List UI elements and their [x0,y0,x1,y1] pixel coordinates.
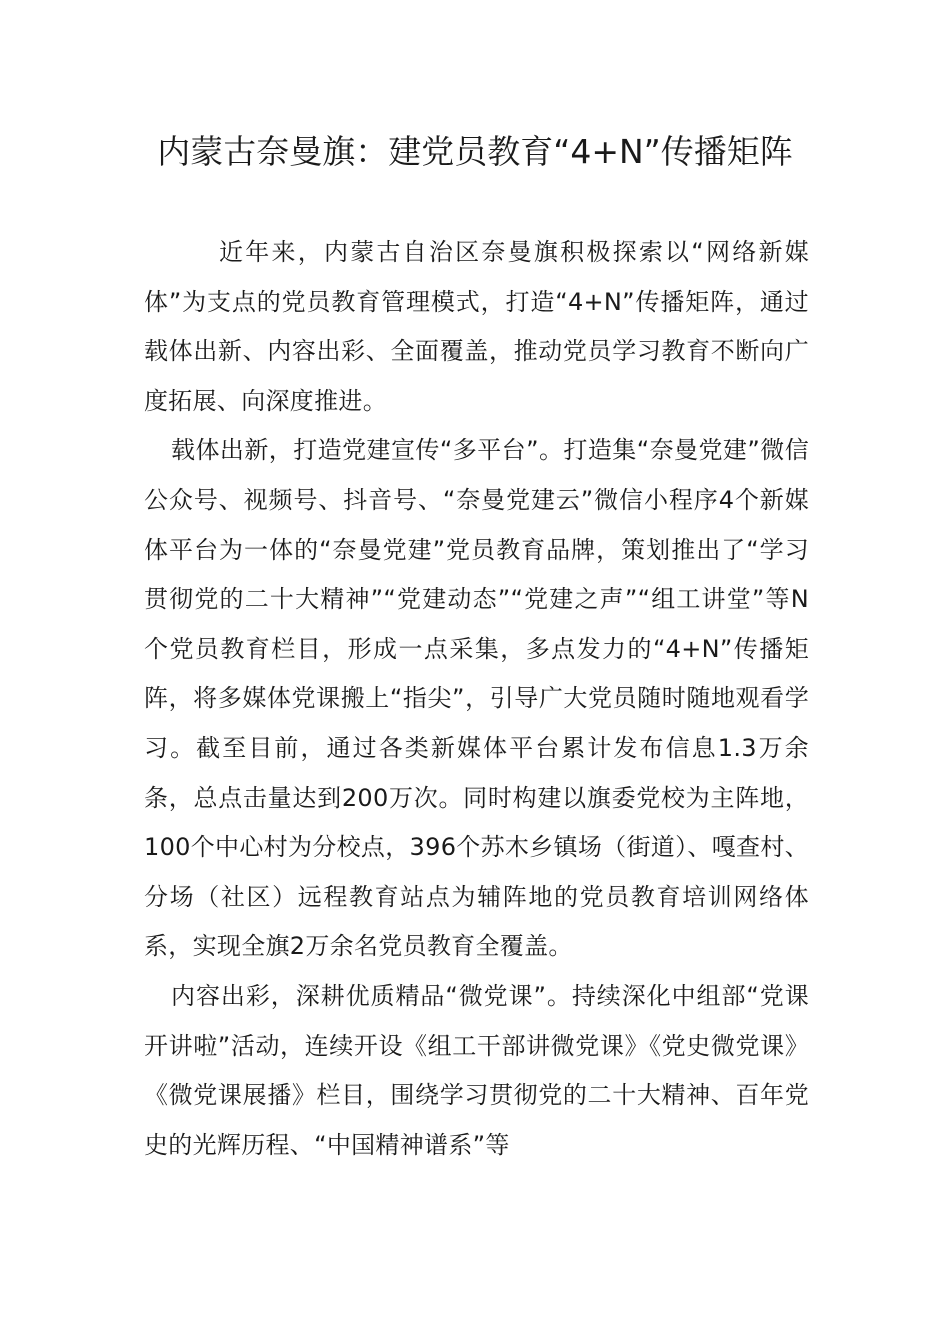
document-title: 内蒙古奈曼旗：建党员教育“4+N”传播矩阵 [157,132,793,171]
paragraph-platforms: 载体出新，打造党建宣传“多平台”。打造集“奈曼党建”微信公众号、视频号、抖音号、“奈曼党建云”微信小程序4个新媒体平台为一体的“奈曼党建”党员教育品牌，策划推出了“学习贯彻党的二十大精神”“党建动态”“党建之声”“组工讲堂”等N个党员教育栏目，形成一点采集，多点发力的“4+N”传播矩阵，将多媒体党课搬上“指尖”，引导广大党员随时随地观看学习。截至目前，通过各类新媒体平台累计发布信息1.3万余条，总点击量达到200万次。同时构建以旗委党校为主阵地，100个中心村为分校点，396个苏木乡镇场（街道）、嘎查村、分场（社区）远程教育站点为辅阵地的党员教育培训网络体系，实现全旗2万余名党员教育全覆盖。 [144,436,809,961]
paragraph-content: 内容出彩，深耕优质精品“微党课”。持续深化中组部“党课开讲啦”活动，连续开设《组工干部讲微党课》《党史微党课》《微党课展播》栏目，围绕学习贯彻党的二十大精神、百年党史的光辉历程、“中国精神谱系”等 [144,981,809,1159]
document-body [144,228,809,1170]
paragraph-intro: 近年来，内蒙古自治区奈曼旗积极探索以“网络新媒体”为支点的党员教育管理模式，打造“4+N”传播矩阵，通过载体出新、内容出彩、全面覆盖，推动党员学习教育不断向广度拓展、向深度推进。 [144,238,809,415]
